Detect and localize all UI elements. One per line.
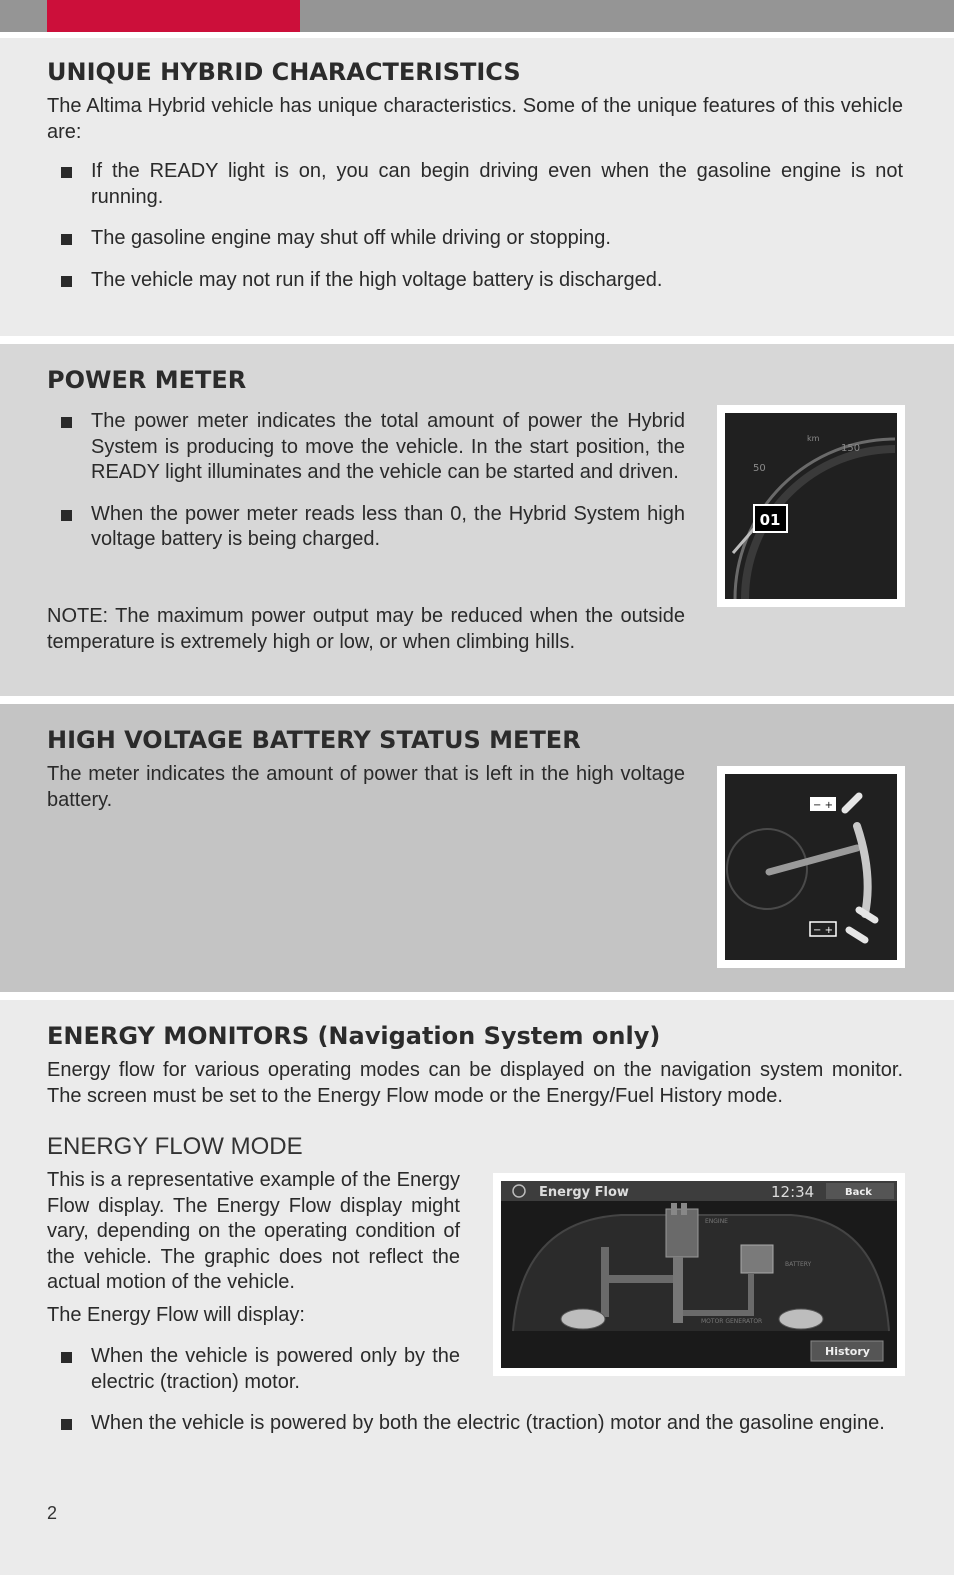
svg-text:History: History — [825, 1345, 870, 1358]
bullet-icon — [61, 276, 72, 287]
list-item: The gasoline engine may shut off while driving or stopping. — [47, 226, 903, 252]
bullet-icon — [61, 234, 72, 245]
top-bar — [0, 0, 954, 32]
svg-text:− +: − + — [813, 800, 833, 811]
svg-text:ENGINE: ENGINE — [705, 1218, 728, 1225]
section-title-unique-hybrid: UNIQUE HYBRID CHARACTERISTICS — [47, 58, 521, 86]
note-text: NOTE: The maximum power output may be reduced when the outside temperature is extremely high or low, or when climbing hills. — [47, 605, 685, 653]
page-number: 2 — [47, 1503, 58, 1523]
screen-title: Energy Flow — [539, 1185, 629, 1200]
battery-meter-image — [725, 774, 897, 960]
power-meter-figure — [717, 405, 905, 607]
energy-flow-lead: The Energy Flow will display: — [47, 1304, 305, 1326]
bullet-list — [47, 159, 903, 309]
section-body: The meter indicates the amount of power that is left in the high voltage battery. — [47, 763, 685, 811]
svg-text:Back: Back — [845, 1187, 872, 1198]
list-item: When the vehicle is powered by both the electric (traction) motor and the gasoline engine. — [47, 1411, 903, 1437]
svg-text:− +: − + — [813, 925, 833, 936]
bullet-icon — [61, 510, 72, 521]
energy-flow-screen — [501, 1181, 897, 1368]
list-item: When the power meter reads less than 0, the Hybrid System high voltage battery is being charged. — [47, 502, 685, 553]
section-intro: The Altima Hybrid vehicle has unique characteristics. Some of the unique features of this vehicle are: — [47, 95, 903, 143]
power-meter-image — [725, 413, 897, 599]
svg-text:BATTERY: BATTERY — [785, 1261, 812, 1268]
wheel-icon — [779, 1309, 823, 1329]
bullet-list — [47, 1344, 460, 1411]
wheel-icon — [561, 1309, 605, 1329]
energy-flow-figure — [493, 1173, 905, 1376]
section-title-power-meter: POWER METER — [47, 366, 247, 394]
list-item: The vehicle may not run if the high voltage battery is discharged. — [47, 268, 903, 294]
list-item: If the READY light is on, you can begin driving even when the gasoline engine is not running. — [47, 159, 903, 210]
section-energy-monitors — [0, 1000, 954, 1575]
bullet-icon — [61, 1419, 72, 1430]
bullet-list — [47, 409, 685, 569]
battery-meter-figure — [717, 766, 905, 968]
top-bar-accent — [47, 0, 300, 32]
section-intro: Energy flow for various operating modes can be displayed on the navigation system monitor. The screen must be set to the Energy Flow mode or the Energy/Fuel History mode. — [47, 1059, 903, 1107]
gauge-label-km: km — [807, 434, 820, 443]
energy-flow-description: This is a representative example of the Energy Flow display. The Energy Flow display might vary, depending on the operating condition of the vehicle. The graphic does not reflect the actual motion of the vehicle. — [47, 1169, 460, 1293]
section-title-battery-meter: HIGH VOLTAGE BATTERY STATUS METER — [47, 726, 581, 754]
power-meter-gauge-icon — [725, 413, 897, 599]
subsection-title-energy-flow: ENERGY FLOW MODE — [47, 1133, 303, 1160]
list-item: When the vehicle is powered only by the electric (traction) motor. — [47, 1344, 460, 1395]
bullet-icon — [61, 1352, 72, 1363]
gauge-label-150: 150 — [841, 443, 861, 454]
bullet-icon — [61, 167, 72, 178]
bullet-list — [47, 1411, 903, 1453]
section-battery-meter — [0, 704, 954, 992]
battery-gauge-icon — [725, 774, 897, 960]
gauge-label-50: 50 — [753, 463, 766, 474]
bullet-icon — [61, 417, 72, 428]
battery-icon — [741, 1245, 773, 1273]
list-item: The power meter indicates the total amount of power the Hybrid System is producing to move the vehicle. In the start position, the READY light illuminates and the vehicle can be started and driven. — [47, 409, 685, 486]
section-unique-hybrid — [0, 38, 954, 336]
section-power-meter — [0, 344, 954, 696]
svg-text:MOTOR GENERATOR: MOTOR GENERATOR — [701, 1318, 763, 1325]
screen-clock: 12:34 — [771, 1183, 815, 1201]
energy-flow-display — [501, 1181, 897, 1368]
section-title-energy-monitors: ENERGY MONITORS (Navigation System only) — [47, 1022, 661, 1050]
callout-label: 01 — [759, 511, 781, 529]
